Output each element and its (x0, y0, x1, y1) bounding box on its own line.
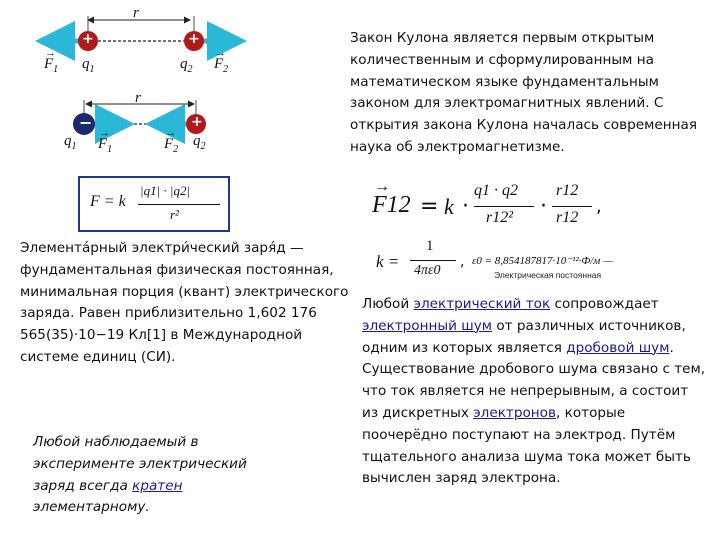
epsilon-definition: ε0 = 8,854187817·10⁻¹²·Ф/м — (472, 255, 613, 267)
vector-lhs: → F12 (372, 178, 411, 218)
vector-num1: q1 · q2 (474, 182, 518, 199)
noise-text-2: сопровождает (550, 296, 659, 312)
formula-denominator: r² (170, 207, 179, 222)
k-bar (410, 260, 456, 261)
vector-bar-1 (474, 206, 534, 207)
force-label-top-f1: → $F_1$ (44, 47, 59, 75)
link-electric-current[interactable]: электрический ток (413, 296, 551, 312)
vector-comma: , (596, 196, 602, 217)
charge-sign-bottom-2: + (191, 114, 203, 130)
formula-fraction-bar (138, 204, 220, 205)
coulomb-vector-formula (372, 178, 622, 242)
vector-num2: r12 (556, 182, 579, 199)
charge-sign-top-1: + (82, 31, 94, 47)
noise-text-4: . Существование дробового шума связано с тем, что ток является не непрерывным, а состоит из дискретных (362, 339, 706, 421)
noise-text-3: от различных источников, одним из которых является (362, 317, 686, 356)
charge-label-bottom-q2: $q_2$ (193, 133, 206, 152)
k-lhs: k = (376, 252, 400, 271)
vector-dot-2: · (540, 194, 547, 219)
k-den: 4πε0 (414, 263, 441, 278)
epsilon-caption: Электрическая постоянная (494, 270, 602, 280)
noise-text-5: , которые поочерёдно поступают на электрод. Путём тщательного анализа шума тока может быть вычислен заряд электрона. (362, 404, 691, 487)
force-label-bottom-f1: → $F_1$ (98, 127, 113, 155)
force-label-top-f2: → $F_2$ (214, 47, 229, 75)
coulomb-constant-formula (376, 238, 706, 288)
k-comma: , (460, 254, 465, 270)
coulomb-law-intro: Закон Кулона является первым открытым количественным и сформулированным на математическом языке фундаментальным законом для электромагнитных явлений. С открытия закона Кулона началась современная наука об электромагнетизме. (350, 30, 698, 155)
coulomb-scalar-formula (78, 176, 230, 232)
charge-label-bottom-q1: $q_1$ (64, 133, 77, 152)
link-shot-noise[interactable]: дробовой шум (566, 339, 670, 356)
vector-den1: r12² (486, 209, 514, 226)
elementary-charge-definition: Элемента́рный электри́ческий заря́д — фундаментальная физическая постоянная, минимальная порция (квант) электрического заряда. Равен приблизительно 1,602 176 565(35)·10−19 Кл[1] в Международной системе единиц (СИ). (20, 240, 349, 365)
quantization-text-1: Любой наблюдаемый в эксперименте электрический заряд всегда (33, 434, 247, 494)
vector-equals: = (420, 194, 439, 219)
vector-dot-1: · (462, 194, 469, 219)
distance-label-top: r (133, 5, 139, 21)
shot-noise-paragraph (362, 294, 708, 490)
noise-text-1: Любой (362, 296, 414, 312)
distance-label-bottom: r (135, 90, 141, 106)
vector-k: k (444, 194, 454, 219)
charge-quantization-note (33, 432, 283, 519)
vector-den2: r12 (556, 209, 579, 226)
formula-lhs: F = k (90, 193, 126, 210)
charge-sign-bottom-1: − (79, 113, 93, 132)
charge-label-top-q1: $q_1$ (82, 56, 95, 75)
formula-numerator: |q1| · |q2| (140, 183, 191, 198)
charge-sign-top-2: + (188, 31, 200, 47)
force-label-bottom-f2: → $F_2$ (164, 127, 179, 155)
k-num: 1 (426, 238, 434, 254)
charge-label-top-q2: $q_2$ (180, 56, 193, 75)
vector-bar-2 (552, 206, 592, 207)
quantization-text-2: элементарному. (33, 499, 150, 516)
link-electronic-noise[interactable]: электронный шум (362, 317, 492, 334)
link-kraten[interactable]: кратен (132, 477, 183, 494)
link-electrons[interactable]: электронов (473, 404, 557, 421)
